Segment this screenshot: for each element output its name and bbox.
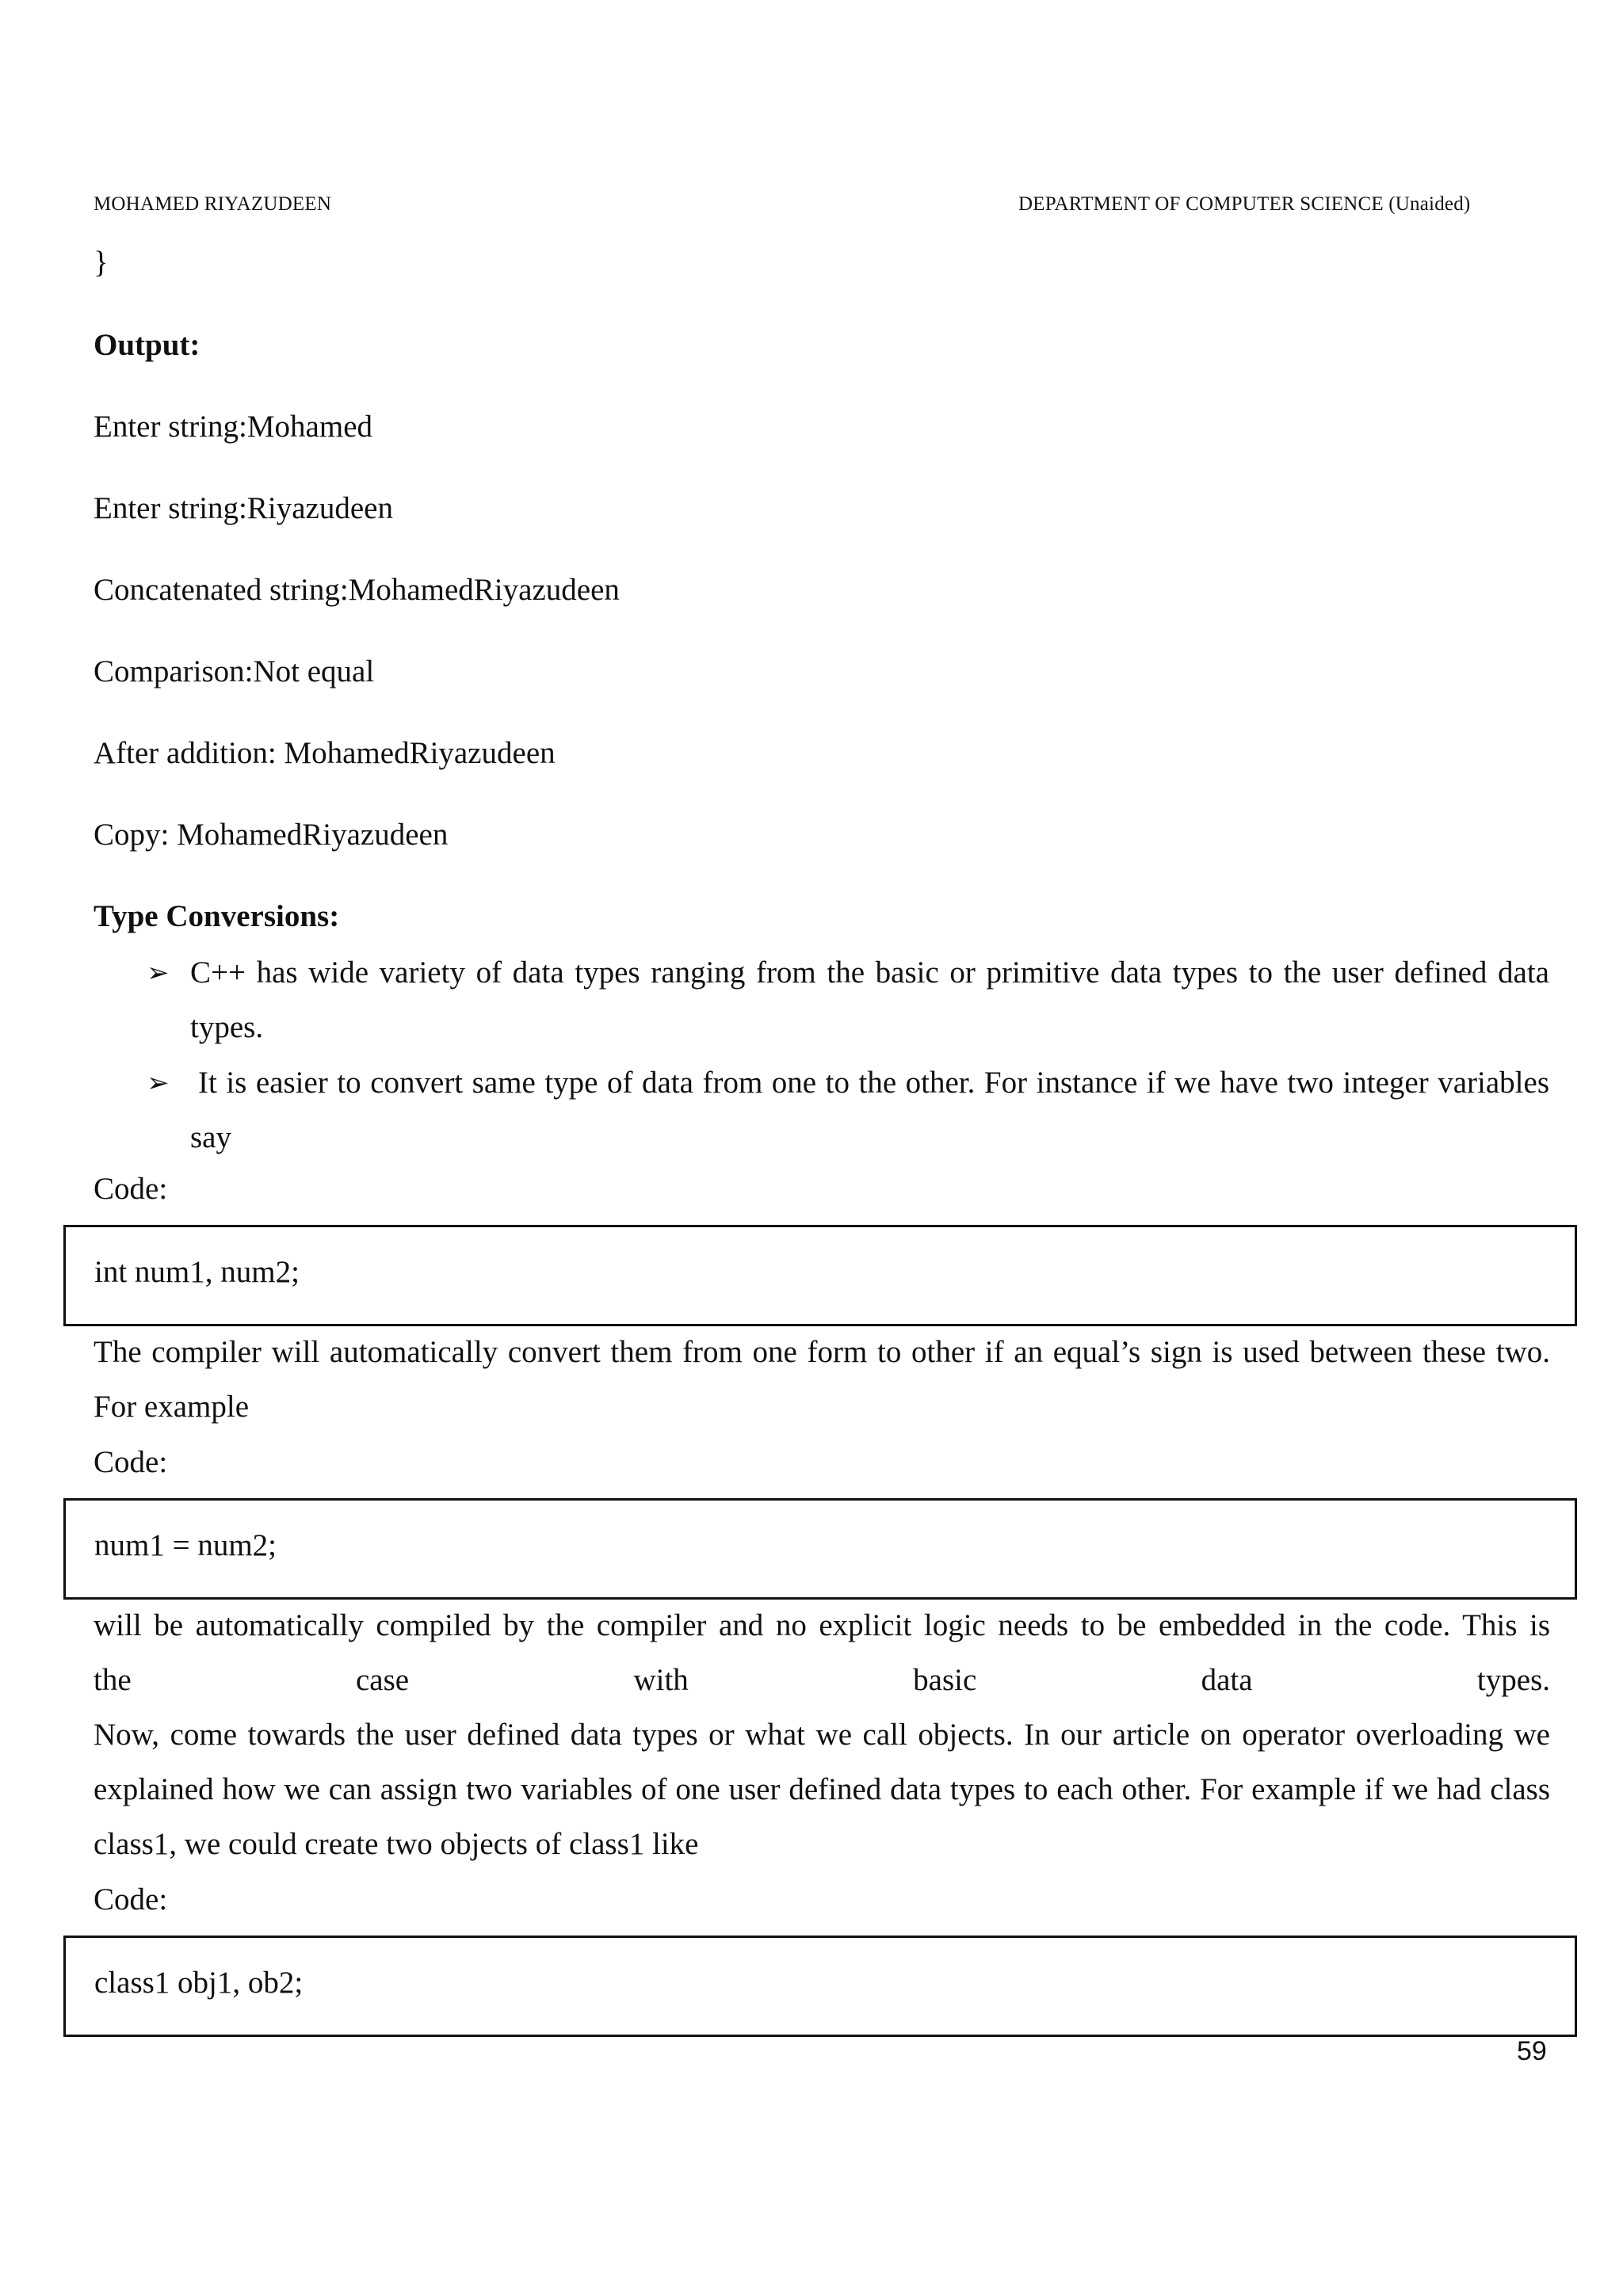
code-label: Code: — [94, 1445, 168, 1479]
output-line: Comparison:Not equal — [94, 654, 375, 688]
code-label: Code: — [94, 1172, 168, 1206]
paragraph: The compiler will automatically convert them from one form to other if an equal’s sign is used between these two. For example — [94, 1335, 1550, 1424]
code-text: int num1, num2; — [94, 1255, 300, 1289]
output-line: After addition: MohamedRiyazudeen — [94, 736, 556, 770]
code-block — [63, 1225, 1577, 1326]
paragraph-line: will be automatically compiled by the compiler and no explicit logic needs to be embedded in the code. This is — [94, 1608, 1550, 1642]
bullet-item — [147, 945, 1549, 1055]
output-heading: Output: — [94, 328, 200, 362]
header-department: DEPARTMENT OF COMPUTER SCIENCE (Unaided) — [1018, 193, 1471, 215]
type-conversions-heading: Type Conversions: — [94, 899, 340, 933]
paragraph-line: Now, come towards the user defined data types or what we call objects. In our article on operator overloading we explained how we can assign two variables of one user defined data types to each other. For example if we had class class1, we could create two objects of class1 like — [94, 1718, 1550, 1861]
code-block — [63, 1498, 1577, 1600]
header-author: MOHAMED RIYAZUDEEN — [94, 193, 332, 215]
arrow-bullet-icon: ➢ — [147, 1067, 170, 1099]
bullet-text: It is easier to convert same type of data from one to the other. For instance if we have two integer variables say — [190, 1066, 1549, 1154]
paragraph — [94, 1598, 1550, 1871]
output-line: Enter string:Mohamed — [94, 410, 373, 444]
output-line: Copy: MohamedRiyazudeen — [94, 818, 449, 852]
code-label: Code: — [94, 1882, 168, 1917]
bullet-item — [147, 1055, 1549, 1165]
code-block — [63, 1936, 1577, 2037]
output-line: Enter string:Riyazudeen — [94, 491, 393, 525]
output-line: Concatenated string:MohamedRiyazudeen — [94, 573, 620, 607]
arrow-bullet-icon: ➢ — [147, 957, 170, 989]
paragraph-line: the case with basic data types. — [94, 1663, 1550, 1697]
code-text: class1 obj1, ob2; — [94, 1966, 304, 2000]
page-number: 59 — [1517, 2036, 1547, 2066]
code-text: num1 = num2; — [94, 1528, 277, 1562]
bullet-text: C++ has wide variety of data types ranging from the basic or primitive data types to the user defined data types. — [190, 955, 1549, 1044]
closing-brace: } — [94, 246, 109, 280]
